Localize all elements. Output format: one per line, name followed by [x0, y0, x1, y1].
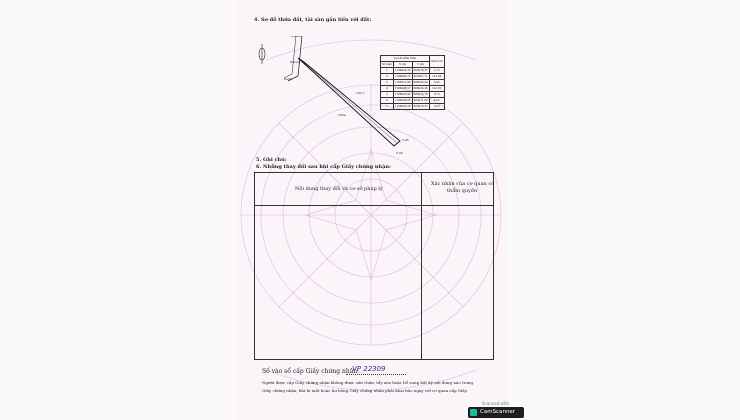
- coord-cell: 1: [381, 68, 394, 74]
- map-length-label: 142,7: [356, 91, 365, 95]
- coord-cell: 605975,76: [413, 93, 428, 96]
- coord-cell: 606045,00: [413, 81, 428, 84]
- coord-cell: 1186642,56: [394, 105, 411, 108]
- coord-cell: 6: [381, 98, 394, 104]
- coord-cell: 1186642,56: [394, 69, 411, 72]
- register-note-line1: Người được cấp Giấy chứng nhận không được sửa chữa, tẩy xóa hoặc bổ sung bất kỳ nội dung nào trong: [262, 380, 474, 385]
- scanned-with-label: Scanned with: [482, 401, 510, 406]
- coord-cell: 2,03: [429, 104, 444, 110]
- changes-table: [254, 172, 494, 360]
- register-dotted-line: [346, 374, 406, 375]
- coord-cell: 142,84: [429, 74, 444, 80]
- camscanner-name: CamScanner: [480, 409, 516, 415]
- coord-cell: 0,73: [429, 92, 444, 98]
- map-canal-label: Kênh: [284, 77, 292, 81]
- coord-cell: 606043,26: [413, 87, 428, 90]
- coord-cell: 605976,37: [413, 105, 428, 108]
- coordinate-table: [380, 55, 445, 110]
- camscanner-badge: [468, 407, 524, 418]
- register-note-line2: Giấy chứng nhận; khi bị mất hoặc hư hỏng Giấy chứng nhận phải khai báo ngay với cơ quan cấp Giấy.: [262, 388, 468, 393]
- coord-cell: 3: [381, 80, 394, 86]
- coord-cell: 1186640,73: [394, 75, 411, 78]
- coord-cell: 5,15: [429, 68, 444, 74]
- changes-col2-header-line1: Xác nhận của cơ quan có: [431, 181, 495, 187]
- coord-cell: 4,82: [429, 98, 444, 104]
- coord-cell: 605981,71: [413, 75, 428, 78]
- coord-cell: 1186508,57: [394, 87, 411, 90]
- coord-cell: 141,81: [429, 86, 444, 92]
- map-parcel-label: Thửa: [338, 113, 346, 117]
- coord-header-id: Số hiệu: [382, 63, 392, 66]
- column-divider: [421, 173, 422, 359]
- map-width-top-label: 5,45: [402, 138, 409, 142]
- table-row: [381, 104, 445, 110]
- coord-cell: 605971,89: [413, 99, 428, 102]
- coord-header-y: Y (m): [412, 62, 429, 68]
- coord-cell: 7: [381, 104, 394, 110]
- coord-cell: 1186512,98: [394, 81, 411, 84]
- header-divider: [255, 205, 493, 206]
- coord-cell: 5,45: [429, 80, 444, 86]
- coord-cell: 605976,37: [413, 69, 428, 72]
- coord-header-edge: Cạnh (m): [429, 56, 444, 68]
- coord-cell: 1186632,92: [394, 93, 411, 96]
- map-road-label: Đường: [290, 60, 301, 64]
- section-4-title: 4. Sơ đồ thửa đất, tài sản gắn liền với đất:: [254, 17, 372, 23]
- section-5-title: 5. Ghi chú:: [256, 157, 287, 163]
- coord-cell: 4: [381, 86, 394, 92]
- register-number: VP 22309: [352, 365, 386, 373]
- map-width-bottom-label: 5,00: [396, 151, 403, 155]
- camscanner-watermark: [464, 401, 526, 419]
- coord-cell: 1186638,65: [394, 99, 411, 102]
- changes-col1-header: Nội dung thay đổi và cơ sở pháp lý: [295, 186, 383, 192]
- coord-cell: 5: [381, 92, 394, 98]
- register-label: Số vào sổ cấp Giấy chứng nhận:: [262, 368, 360, 375]
- coord-table-title: Tọa độ đỉnh thửa: [381, 56, 430, 62]
- camscanner-logo-icon: [470, 409, 477, 416]
- changes-col2-header-line2: thẩm quyền: [447, 188, 478, 194]
- coord-header-x: X (m): [393, 62, 412, 68]
- section-6-title: 6. Những thay đổi sau khi cấp Giấy chứng nhận:: [256, 164, 391, 170]
- north-arrow-icon: [259, 44, 265, 64]
- coord-cell: 2: [381, 74, 394, 80]
